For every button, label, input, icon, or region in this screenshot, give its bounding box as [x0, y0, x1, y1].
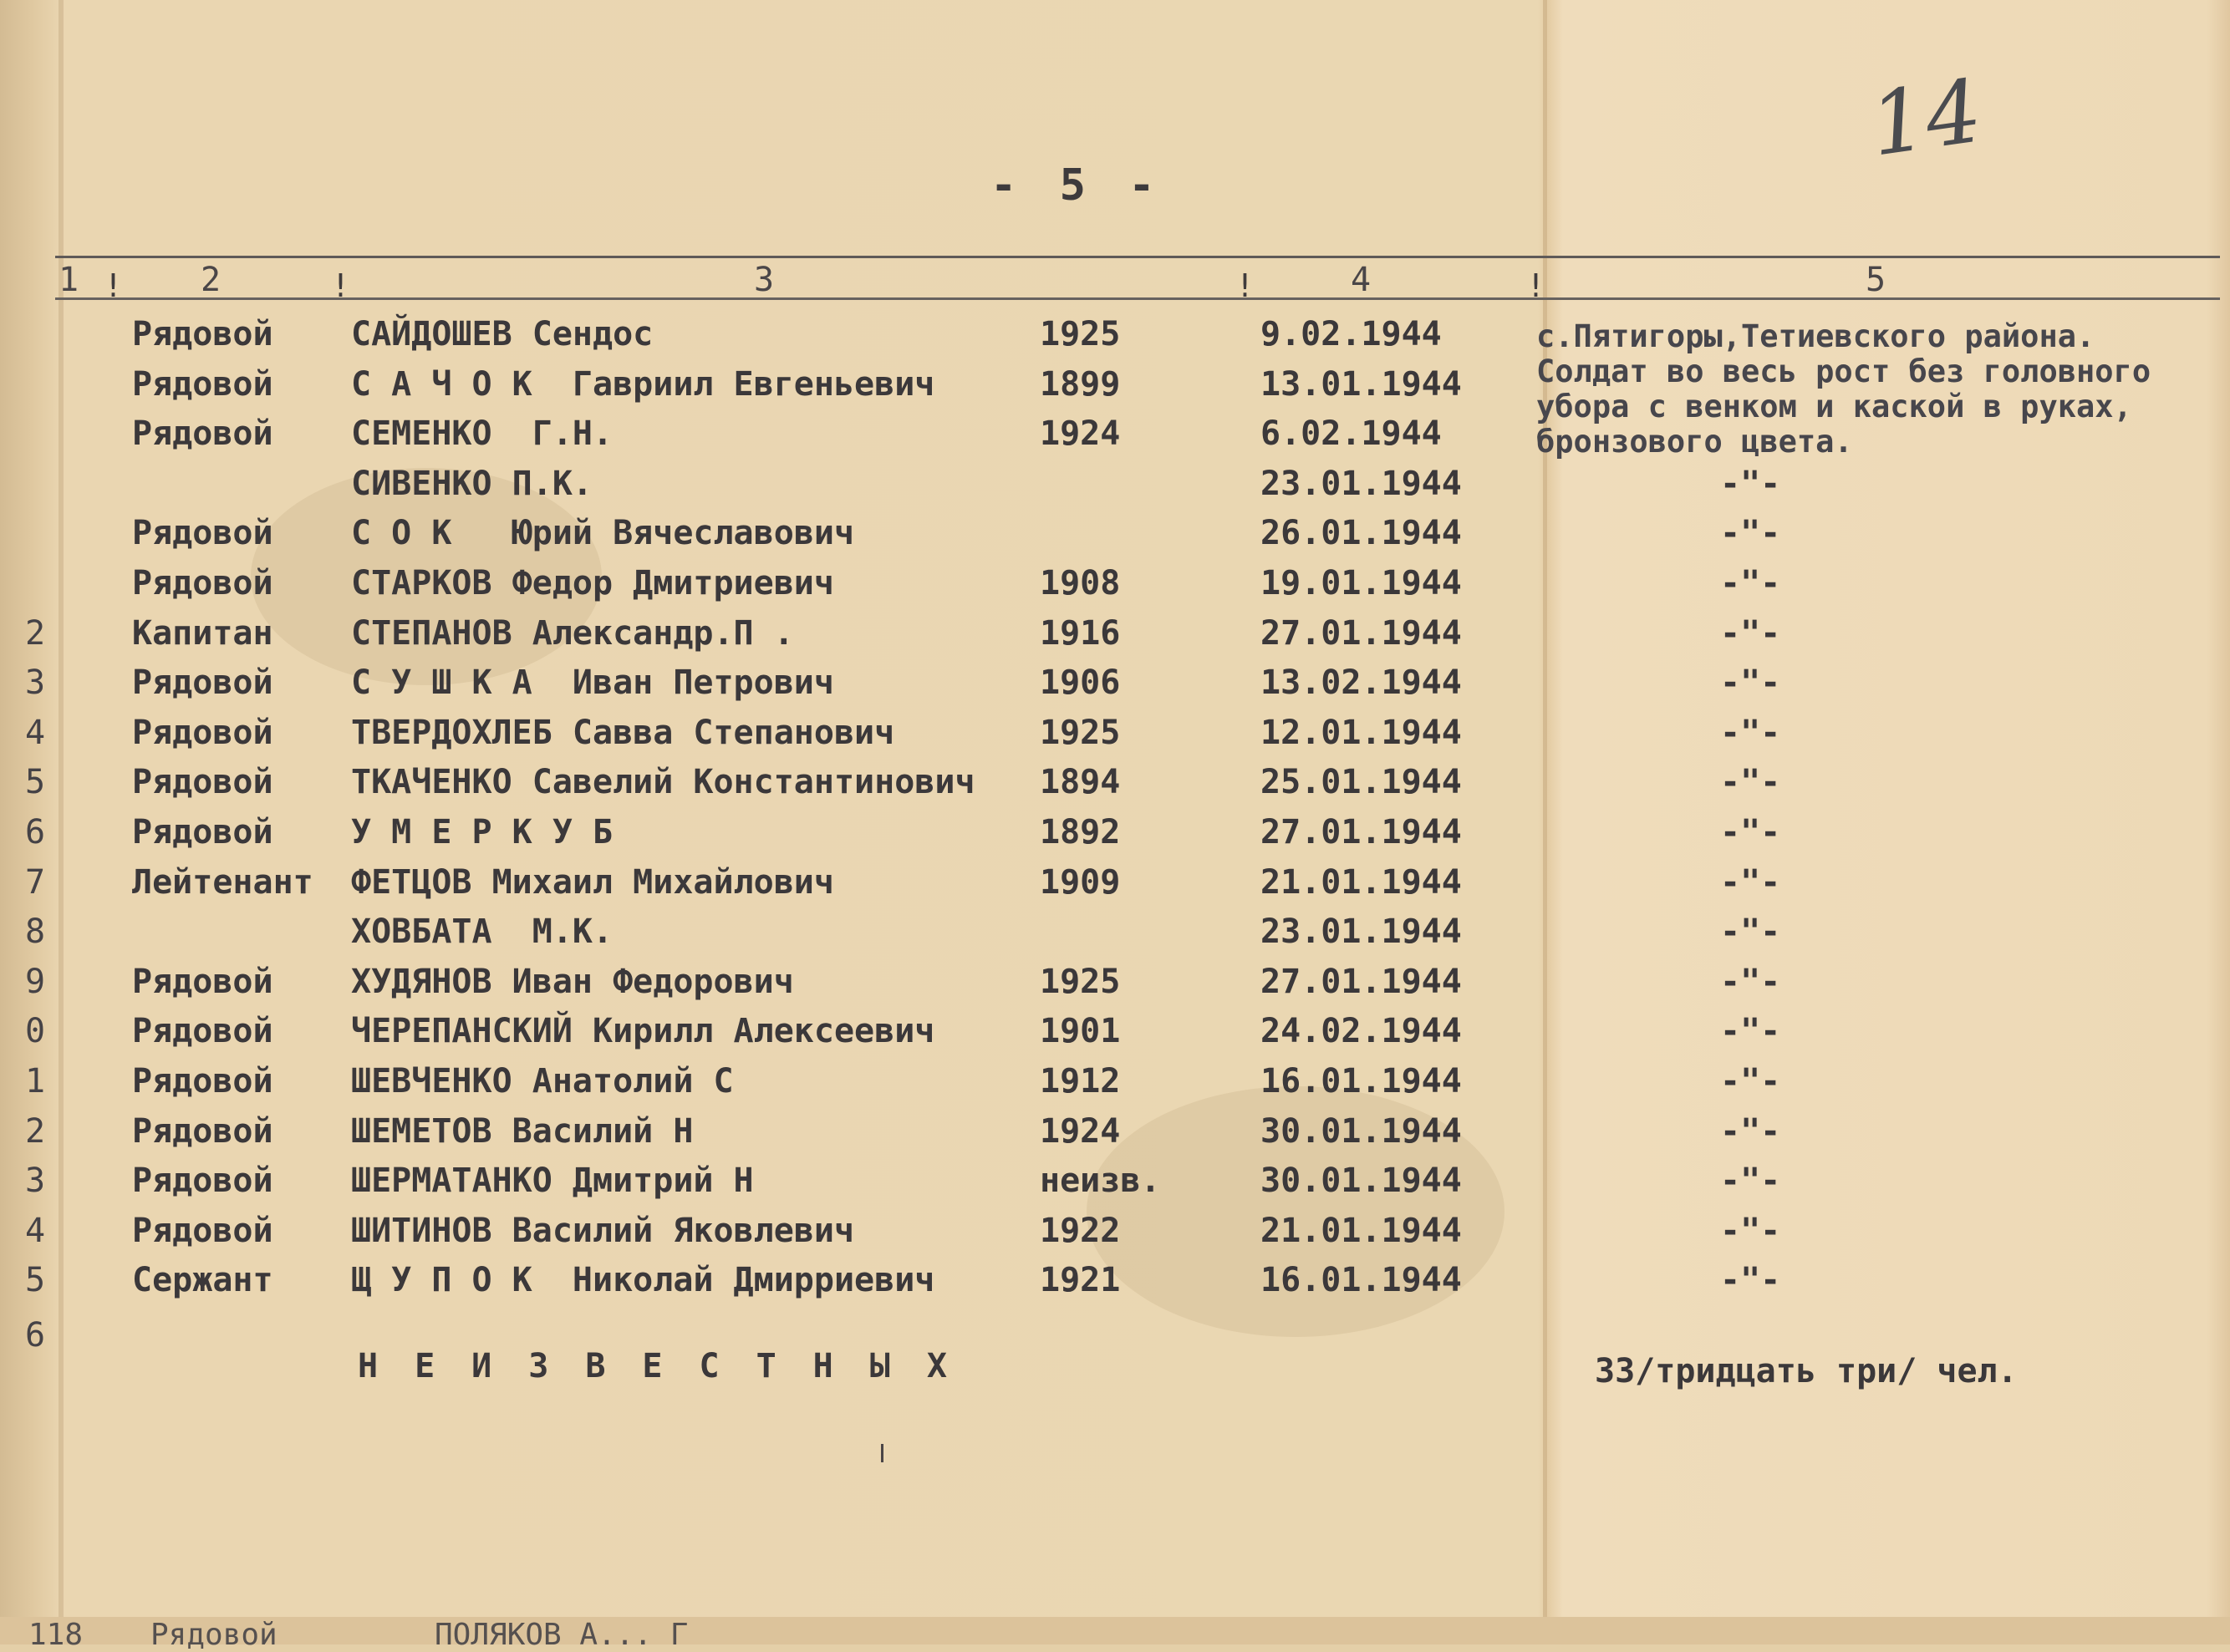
death-date-cell: 27.01.1944 [1260, 614, 1462, 653]
unknown-soldiers-label: НЕИЗВЕСТНЫХ [358, 1347, 984, 1385]
unknown-soldiers-total: 33/тридцать три/ чел. [1595, 1352, 2018, 1390]
rank-cell: Сержант [132, 1261, 273, 1299]
birth-year-cell: 1912 [1040, 1062, 1121, 1100]
birth-year-cell: 1925 [1040, 963, 1121, 1001]
memorial-line: Солдат во весь рост без головного [1536, 353, 2151, 389]
next-sheet-name: ПОЛЯКОВ А... Г [435, 1618, 689, 1652]
rank-cell: Рядовой [132, 663, 273, 702]
rank-cell: Рядовой [132, 763, 273, 801]
death-date-cell: 23.01.1944 [1260, 465, 1462, 503]
death-date-cell: 24.02.1944 [1260, 1012, 1462, 1050]
death-date-cell: 21.01.1944 [1260, 863, 1462, 902]
memorial-line: бронзового цвета. [1536, 424, 1853, 460]
birth-year-cell: 1899 [1040, 365, 1121, 404]
rank-cell: Рядовой [132, 714, 273, 752]
header-separator: ! [104, 267, 123, 304]
birth-year-cell: 1892 [1040, 813, 1121, 851]
rank-cell: Рядовой [132, 963, 273, 1001]
name-cell: С У Ш К А Иван Петрович [351, 663, 834, 702]
name-cell: ТВЕРДОХЛЕБ Савва Степанович [351, 714, 895, 752]
memorial-line: убора с венком и каской в руках, [1536, 389, 2132, 424]
header-col-2: 2 [201, 261, 221, 299]
name-cell: ТКАЧЕНКО Савелий Константинович [351, 763, 975, 801]
name-cell: САЙДОШЕВ Сендос [351, 315, 654, 353]
row-number: 3 [25, 663, 46, 702]
rank-cell: Рядовой [132, 514, 273, 552]
next-sheet-row-number: 118 [28, 1618, 84, 1652]
rank-cell: Рядовой [132, 1161, 273, 1200]
ditto-mark: -"- [1720, 1212, 1781, 1250]
death-date-cell: 19.01.1944 [1260, 564, 1462, 602]
ink-mark [881, 1444, 883, 1462]
name-cell: ХОВБАТА М.К. [351, 912, 614, 951]
death-date-cell: 23.01.1944 [1260, 912, 1462, 951]
next-sheet-rank: Рядовой [150, 1618, 277, 1652]
header-col-5: 5 [1866, 261, 1886, 299]
birth-year-cell: 1909 [1040, 863, 1121, 902]
ditto-mark: -"- [1720, 514, 1781, 552]
death-date-cell: 21.01.1944 [1260, 1212, 1462, 1250]
ditto-mark: -"- [1720, 1062, 1781, 1100]
row-number: 3 [25, 1161, 46, 1200]
rank-cell: Рядовой [132, 414, 273, 453]
death-date-cell: 30.01.1944 [1260, 1161, 1462, 1200]
death-date-cell: 13.02.1944 [1260, 663, 1462, 702]
death-date-cell: 6.02.1944 [1260, 414, 1442, 453]
memorial-description [1536, 319, 2151, 460]
name-cell: У М Е Р К У Б [351, 813, 614, 851]
birth-year-cell: 1916 [1040, 614, 1121, 653]
rank-cell: Рядовой [132, 315, 273, 353]
name-cell: СТЕПАНОВ Александр.П . [351, 614, 794, 653]
death-date-cell: 30.01.1944 [1260, 1112, 1462, 1151]
rank-cell: Капитан [132, 614, 273, 653]
death-date-cell: 13.01.1944 [1260, 365, 1462, 404]
rank-cell: Рядовой [132, 365, 273, 404]
birth-year-cell: 1921 [1040, 1261, 1121, 1299]
ditto-mark: -"- [1720, 614, 1781, 653]
name-cell: СИВЕНКО П.К. [351, 465, 593, 503]
name-cell: ШЕВЧЕНКО Анатолий С [351, 1062, 734, 1100]
header-separator: ! [331, 267, 350, 304]
ditto-mark: -"- [1720, 1112, 1781, 1151]
death-date-cell: 9.02.1944 [1260, 315, 1442, 353]
death-date-cell: 26.01.1944 [1260, 514, 1462, 552]
ditto-mark: -"- [1720, 1261, 1781, 1299]
row-number: 6 [25, 813, 46, 851]
ditto-mark: -"- [1720, 963, 1781, 1001]
row-number: 6 [25, 1316, 46, 1355]
ditto-mark: -"- [1720, 1012, 1781, 1050]
death-date-cell: 25.01.1944 [1260, 763, 1462, 801]
rank-cell: Рядовой [132, 1012, 273, 1050]
row-number: 2 [25, 1112, 46, 1151]
row-number: 2 [25, 614, 46, 653]
name-cell: ШЕМЕТОВ Василий Н [351, 1112, 694, 1151]
birth-year-cell: 1894 [1040, 763, 1121, 801]
next-sheet-edge [0, 1617, 2230, 1652]
header-col-4: 4 [1351, 261, 1372, 299]
row-number: 4 [25, 714, 46, 752]
row-number: 8 [25, 912, 46, 951]
header-col-1: 1 [59, 261, 79, 299]
ditto-mark: -"- [1720, 863, 1781, 902]
row-number: 5 [25, 1261, 46, 1299]
row-number: 1 [25, 1062, 46, 1100]
ditto-mark: -"- [1720, 813, 1781, 851]
rank-cell: Рядовой [132, 564, 273, 602]
birth-year-cell: 1924 [1040, 414, 1121, 453]
rank-cell: Лейтенант [132, 863, 313, 902]
header-col-3: 3 [754, 261, 775, 299]
birth-year-cell: 1924 [1040, 1112, 1121, 1151]
ditto-mark: -"- [1720, 912, 1781, 951]
birth-year-cell: 1925 [1040, 714, 1121, 752]
rank-cell: Рядовой [132, 813, 273, 851]
row-number: 5 [25, 763, 46, 801]
ditto-mark: -"- [1720, 663, 1781, 702]
ditto-mark: -"- [1720, 714, 1781, 752]
memorial-line: с.Пятигоры,Тетиевского района. [1536, 318, 2095, 354]
name-cell: Щ У П О К Николай Дмирриевич [351, 1261, 935, 1299]
name-cell: СТАРКОВ Федор Дмитриевич [351, 564, 834, 602]
left-fold-shadow [59, 0, 64, 1644]
death-date-cell: 12.01.1944 [1260, 714, 1462, 752]
ditto-mark: -"- [1720, 564, 1781, 602]
death-date-cell: 16.01.1944 [1260, 1261, 1462, 1299]
ditto-mark: -"- [1720, 465, 1781, 503]
name-cell: С О К Юрий Вячеславович [351, 514, 855, 552]
ditto-mark: -"- [1720, 763, 1781, 801]
death-date-cell: 27.01.1944 [1260, 963, 1462, 1001]
header-separator: ! [1526, 267, 1545, 304]
birth-year-cell: 1906 [1040, 663, 1121, 702]
name-cell: ЧЕРЕПАНСКИЙ Кирилл Алексеевич [351, 1012, 935, 1050]
birth-year-cell: 1925 [1040, 315, 1121, 353]
ditto-mark: -"- [1720, 1161, 1781, 1200]
birth-year-cell: неизв. [1040, 1161, 1161, 1200]
page-number: - 5 - [990, 160, 1163, 211]
rank-cell: Рядовой [132, 1112, 273, 1151]
name-cell: ФЕТЦОВ Михаил Михайлович [351, 863, 834, 902]
name-cell: С А Ч О К Гавриил Евгеньевич [351, 365, 935, 404]
rank-cell: Рядовой [132, 1212, 273, 1250]
death-date-cell: 16.01.1944 [1260, 1062, 1462, 1100]
header-bottom-rule [55, 297, 2220, 300]
name-cell: ШИТИНОВ Василий Яковлевич [351, 1212, 855, 1250]
row-number: 4 [25, 1212, 46, 1250]
birth-year-cell: 1901 [1040, 1012, 1121, 1050]
right-fold-shadow [1543, 0, 1547, 1644]
row-number: 0 [25, 1012, 46, 1050]
handwritten-sheet-number: 14 [1864, 59, 1988, 176]
death-date-cell: 27.01.1944 [1260, 813, 1462, 851]
row-number: 7 [25, 863, 46, 902]
row-number: 9 [25, 963, 46, 1001]
birth-year-cell: 1908 [1040, 564, 1121, 602]
header-separator: ! [1235, 267, 1255, 304]
name-cell: СЕМЕНКО Г.Н. [351, 414, 614, 453]
rank-cell: Рядовой [132, 1062, 273, 1100]
birth-year-cell: 1922 [1040, 1212, 1121, 1250]
name-cell: ШЕРМАТАНКО Дмитрий Н [351, 1161, 754, 1200]
name-cell: ХУДЯНОВ Иван Федорович [351, 963, 794, 1001]
header-top-rule [55, 256, 2220, 258]
